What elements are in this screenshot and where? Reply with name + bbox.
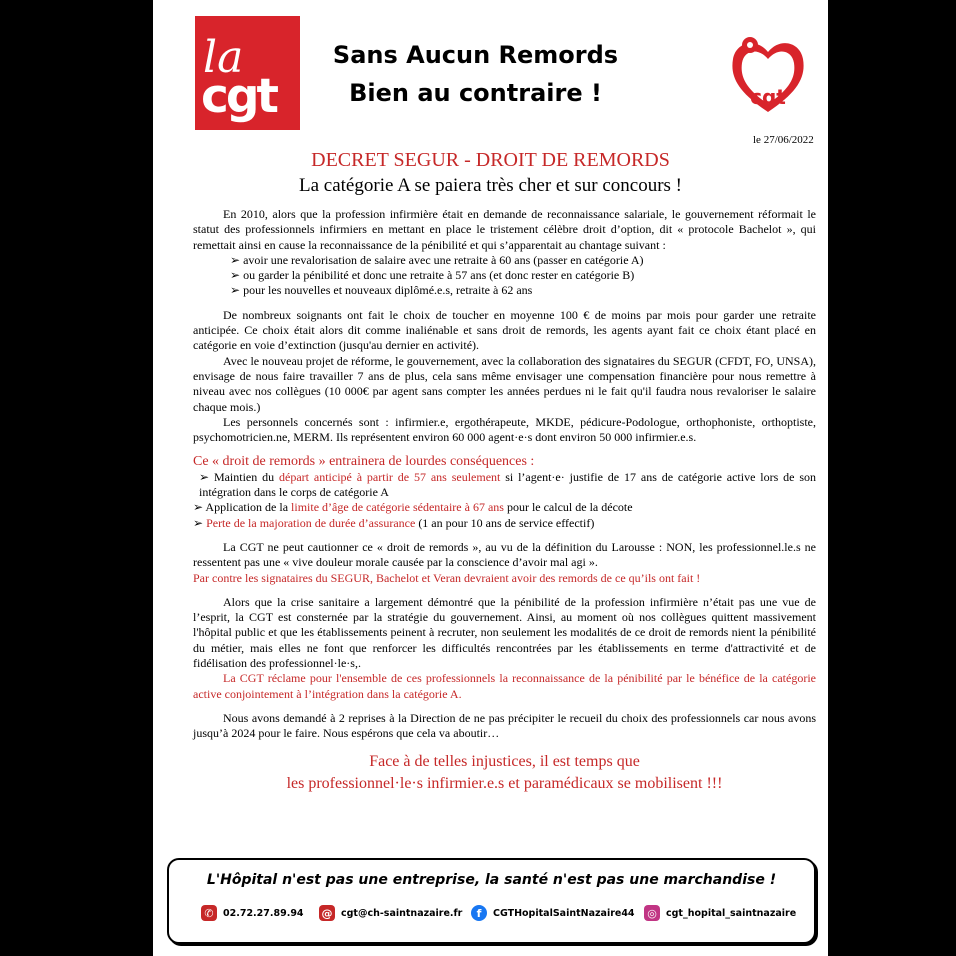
arrow-bullet-icon: ➢ (193, 515, 207, 530)
footer-slogan: L'Hôpital n'est pas une entreprise, la santé n'est pas une marchandise ! (206, 872, 777, 888)
arrow-bullet-icon: ➢ (230, 252, 244, 267)
headline-line-1: Sans Aucun Remords (332, 41, 619, 69)
consequences-title: Ce « droit de remords » entrainera de lourdes conséquences : (193, 454, 535, 470)
cgt-heart-logo-icon (728, 32, 808, 116)
arrow-bullet-icon: ➢ (199, 469, 214, 484)
logo-right-text: cgt (750, 85, 786, 109)
cgt-logo-right (728, 32, 808, 116)
cgt-logo-left (195, 16, 300, 130)
closing-call (193, 751, 816, 795)
instagram-icon: ◎ (644, 905, 660, 921)
document-title: DECRET SEGUR - DROIT DE REMORDS (311, 149, 670, 171)
paragraph-personnel: Les personnels concernés sont : infirmier.e, ergothérapeute, MKDE, pédicure-Podologue, orthophoniste, orthoptiste, psychomotricien.ne, MERM. Ils représentent environ 60 000 agent·e·s dont environ 50 000 infirmier.e.s. (193, 414, 816, 445)
arrow-bullet-icon: ➢ (230, 268, 244, 283)
arrow-bullet-icon: ➢ (230, 283, 244, 298)
phone-icon: ✆ (201, 905, 217, 921)
closing-line-1: Face à de telles injustices, il est temps que (369, 752, 640, 770)
closing-line-2: les professionnel·le·s infirmier.e.s et paramédicaux se mobilisent !!! (286, 774, 723, 792)
paragraph-choice: De nombreux soignants ont fait le choix de toucher en moyenne 100 € de moins par mois pour garder une retraite anticipée. Ce choix était alors dit comme inaliénable et sans droit de remords, les agents ayant fait ce choix étant placé en catégorie en voie d’extinction (jusqu'au dernier en activité). (193, 307, 816, 353)
headline (303, 36, 648, 112)
paragraph-direction: Nous avons demandé à 2 reprises à la Direction de ne pas précipiter le recueil du choix des professionnels car nous avons jusqu’à 2024 pour le faire. Nous espérons que cela va aboutir… (193, 710, 816, 741)
paragraph-signataires: Par contre les signataires du SEGUR, Bachelot et Veran devraient avoir des remords de ce qu’ils ont fait ! (193, 570, 701, 585)
instagram-handle: cgt_hopital_saintnazaire (666, 907, 797, 919)
consequence-bullet: ➢ Maintien du départ anticipé à partir de 57 ans seulement si l’agent·e· justifie de 17 ans de catégorie active lors de son intégration dans le corps de catégorie A (199, 469, 817, 500)
phone-number: 02.72.27.89.94 (223, 907, 304, 919)
paragraph-reform: Avec le nouveau projet de réforme, le gouvernement, avec la collaboration des signataires du SEGUR (CFDT, FO, UNSA), envisage de nous faire travailler 7 ans de plus, cela sans même envisager une compensation financière pour nous remettre à niveau avec nos collègues (10 000€ par agent sans compter les années perdues ni le fait qu'il faudra nous revaloriser le salaire chaque mois.) (193, 353, 816, 414)
phone-contact[interactable] (201, 905, 304, 921)
document-subtitle: La catégorie A se paiera très cher et sur concours ! (299, 175, 682, 196)
facebook-handle: CGTHopitalSaintNazaire44 (493, 907, 635, 919)
date: le 27/06/2022 (753, 134, 814, 146)
document-body (193, 207, 816, 795)
facebook-icon: f (471, 905, 487, 921)
email-address: cgt@ch-saintnazaire.fr (341, 907, 463, 919)
logo-cgt-text: cgt (201, 69, 276, 124)
paragraph-crise: Alors que la crise sanitaire a largement démontré que la pénibilité de la profession infirmière n’était pas une vue de l’esprit, la CGT est consternée par la stratégie du gouvernement. Ainsi, au moment où nos collègues quittent massivement l'hôpital public et que les établissements peinent à recruter, non seulement les modalités de ce droit de remords nient la pénibilité du métier, mais elles ne font que renforcer les difficultés rencontrées par les établissements en terme d'attractivité et de fidélisation des professionnel·le·s,. (193, 594, 816, 671)
email-icon: @ (319, 905, 335, 921)
consequence-bullet: ➢ Perte de la majoration de durée d’assurance (1 an pour 10 ans de service effectif) (193, 515, 595, 530)
footer-box (167, 858, 816, 944)
paragraph-revendication: La CGT réclame pour l'ensemble de ces professionnels la reconnaissance de la pénibilité par le bénéfice de la catégorie active conjointement à l’intégration dans la catégorie A. (193, 671, 816, 701)
headline-line-2: Bien au contraire ! (349, 79, 602, 107)
intro-bullet: ➢ pour les nouvelles et nouveaux diplômé.e.s, retraite à 62 ans (230, 283, 533, 298)
intro-bullet: ➢ avoir une revalorisation de salaire avec une retraite à 60 ans (passer en catégorie A) (230, 252, 644, 267)
email-contact[interactable] (319, 905, 462, 921)
tract-page (153, 0, 828, 956)
instagram-contact[interactable] (644, 905, 796, 921)
arrow-bullet-icon: ➢ (193, 500, 206, 515)
intro-bullet: ➢ ou garder la pénibilité et donc une retraite à 57 ans (et donc rester en catégorie B) (230, 268, 635, 283)
facebook-contact[interactable] (471, 905, 635, 921)
consequence-bullet: ➢ Application de la limite d’âge de catégorie sédentaire à 67 ans pour le calcul de la décote (193, 500, 633, 515)
logo-la-text: la (203, 32, 244, 83)
intro-paragraph: En 2010, alors que la profession infirmière était en demande de reconnaissance salariale, le gouvernement réformait le statut des professionnels infirmiers en mettant en place le tristement célèbre droit d’option, dit « protocole Bachelot », qui remettait ainsi en cause la reconnaissance de la pénibilité et qui s’apparentait au chantage suivant : (193, 207, 816, 252)
paragraph-larousse: La CGT ne peut cautionner ce « droit de remords », au vu de la définition du Larousse : NON, les professionnel.le.s ne ressentent pas une « vive douleur morale causée par la conscience d’avoir mal agi ». (193, 539, 816, 570)
